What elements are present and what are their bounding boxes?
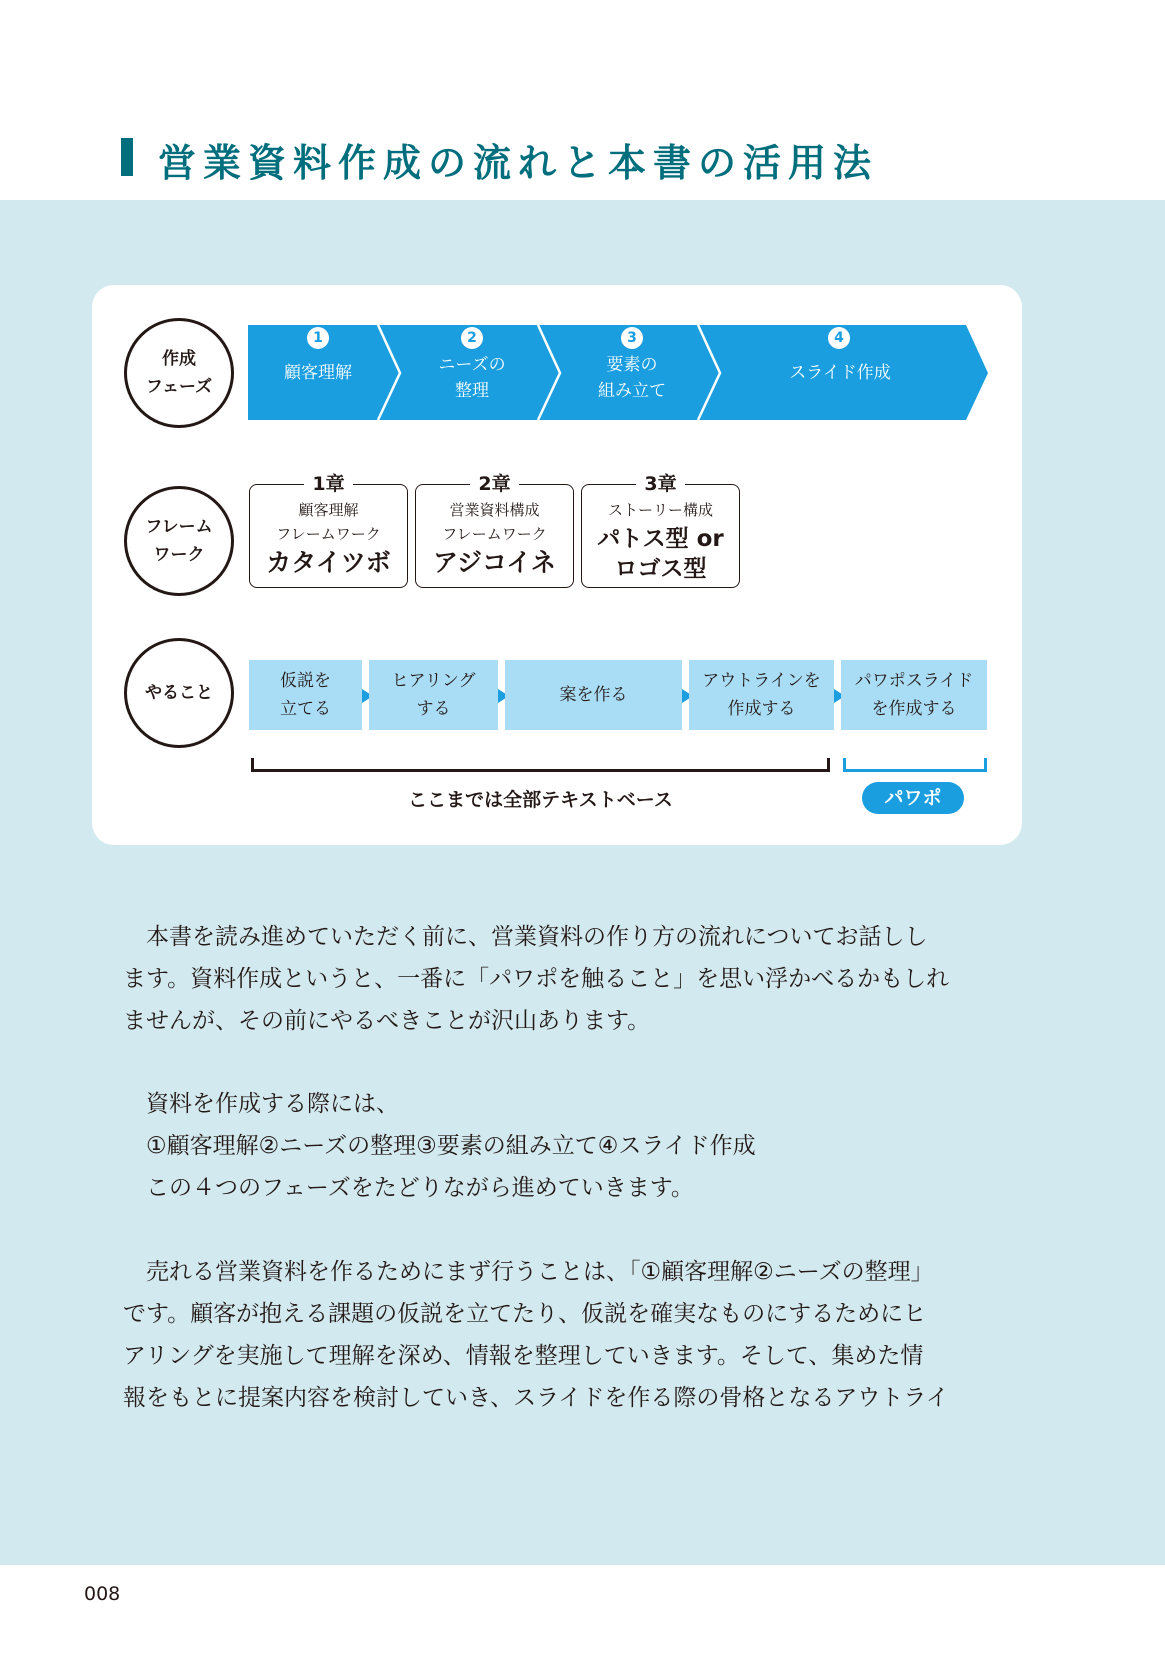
framework-box-3 [581,473,740,588]
todo-box-5: パワポスライド を作成する [841,660,987,730]
framework-sub-2: 営業資料構成 フレームワーク [442,501,547,543]
phase-number-1: 1 [307,327,329,349]
todo-box-4: アウトラインを 作成する [689,660,834,730]
paragraph-line: ます。資料作成というと、一番に「パワポを触ること」を思い浮かべるかもしれ [123,966,950,992]
row-label-todo: やること [124,638,234,748]
framework-name-2: アジコイネ [432,548,556,577]
row-label-framework: フレーム ワーク [124,486,234,596]
phase-label-3: 要素の 組み立て [598,355,666,401]
paragraph-line: ①顧客理解②ニーズの整理③要素の組み立て④スライド作成 [123,1133,756,1159]
paragraph-line: この４つのフェーズをたどりながら進めていきます。 [123,1175,694,1201]
text-base-bracket [251,758,830,772]
framework-chapter-2: 2章 [470,473,518,495]
page-title: 営業資料作成の流れと本書の活用法 [158,141,879,185]
phase-label-4: スライド作成 [789,363,891,383]
pawapo-bracket [843,758,987,772]
paragraph-1 [123,916,1003,1042]
framework-name-3: パトス型 or ロゴス型 [597,526,724,582]
pawapo-badge: パワポ [862,782,964,814]
phase-label-2: ニーズの 整理 [438,355,506,401]
text-base-label: ここまでは全部テキストベース [408,789,673,811]
paragraph-3 [123,1251,1003,1419]
framework-chapter-3: 3章 [636,473,684,495]
paragraph-line: です。顧客が抱える課題の仮説を立てたり、仮説を確実なものにするためにヒ [123,1301,927,1327]
todo-box-3: 案を作る [505,660,682,730]
page-number: 008 [84,1583,121,1605]
paragraph-line: 売れる営業資料を作るためにまず行うことは、「①顧客理解②ニーズの整理」 [123,1259,934,1285]
paragraph-line: ませんが、その前にやるべきことが沢山あります。 [123,1008,651,1034]
paragraph-line: 資料を作成する際には、 [123,1091,399,1117]
todo-box-2: ヒアリング する [369,660,498,730]
phase-number-2: 2 [461,327,483,349]
framework-box-1 [249,473,408,588]
paragraph-2 [123,1083,1003,1209]
phase-number-4: 4 [828,327,850,349]
phase-label-1: 顧客理解 [284,363,352,383]
paragraph-line: アリングを実施して理解を深め、情報を整理していきます。そして、集めた情 [123,1343,924,1369]
paragraph-line: 本書を読み進めていただく前に、営業資料の作り方の流れについてお話しし [123,924,928,950]
framework-chapter-1: 1章 [304,473,352,495]
framework-sub-1: 顧客理解 フレームワーク [276,501,381,543]
todo-box-1: 仮説を 立てる [249,660,362,730]
framework-name-1: カタイツボ [266,548,391,577]
framework-box-2 [415,473,574,588]
paragraph-line: 報をもとに提案内容を検討していき、スライドを作る際の骨格となるアウトライ [123,1385,949,1411]
framework-sub-3: ストーリー構成 [607,501,713,519]
row-label-phase: 作成 フェーズ [124,318,234,428]
phase-number-3: 3 [621,327,643,349]
